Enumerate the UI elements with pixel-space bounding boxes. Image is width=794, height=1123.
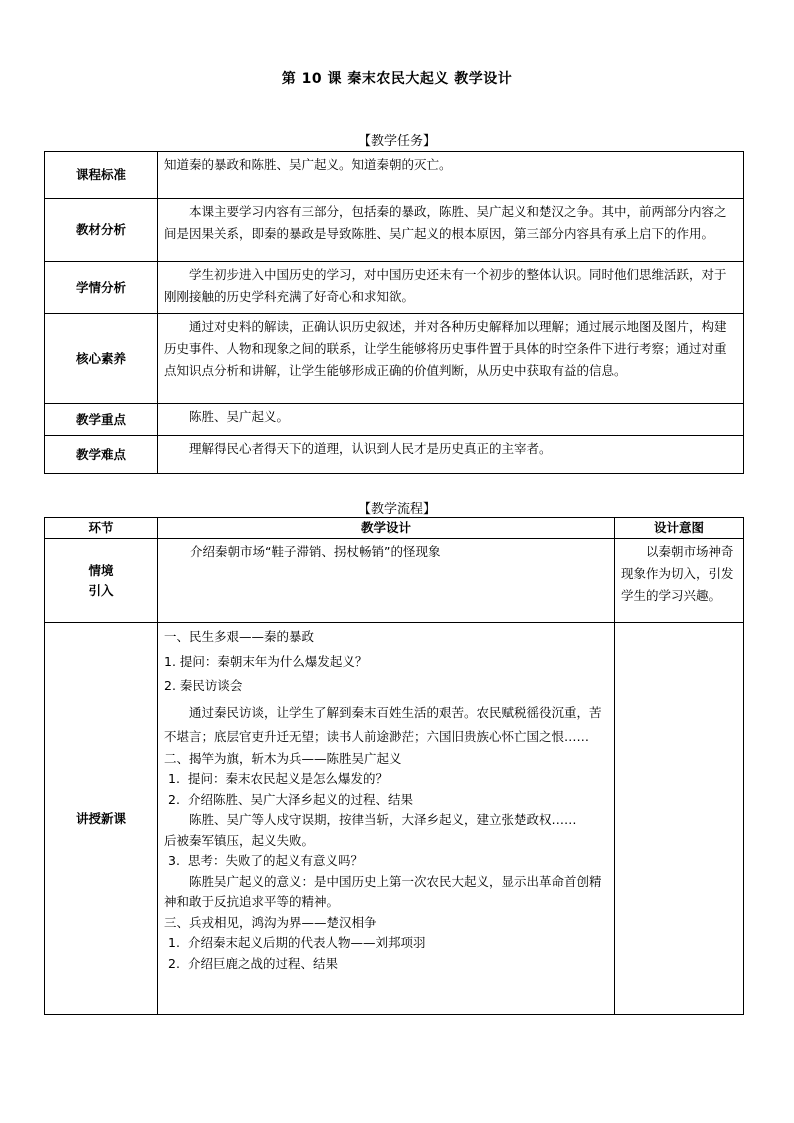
list-text: 提问：秦末农民起义是怎么爆发的？ xyxy=(188,771,389,786)
section-title: 三、兵戎相见，鸿沟为界——楚汉相争 xyxy=(164,914,377,930)
task-row-text: 理解得民心者得天下的道理，认识到人民才是历史真正的主宰者。 xyxy=(158,436,744,474)
flow-label-line: 情境 xyxy=(88,562,114,578)
task-row-text: 通过对史料的解读，正确认识历史叙述，并对各种历史解释加以理解；通过展示地图及图片，构建历史事件、人物和现象之间的联系，让学生能够将历史事件置于具体的时空条件下进行考察；通过对重点知识点分析和讲解，让学生能够形成正确的价值判断，从历史中获取有益的信息。 xyxy=(158,314,744,404)
flow-header-row xyxy=(45,518,744,539)
paragraph: 陈胜、吴广等人戍守误期，按律当斩，大泽乡起义，建立张楚政权…… xyxy=(189,812,577,827)
task-row-text: 陈胜、吴广起义。 xyxy=(158,404,744,436)
list-text: 思考：失败了的起义有意义吗？ xyxy=(188,853,364,868)
paragraph: 陈胜吴广起义的意义：是中国历史上第一次农民大起义，显示出革命首创精神和敢于反抗追求平等的精神。 xyxy=(164,873,602,909)
flow-row-intent: 以秦朝市场神奇现象作为切入，引发学生的学习兴趣。 xyxy=(615,539,744,623)
paragraph: 后被秦军镇压，起义失败。 xyxy=(164,832,315,848)
task-row-label: 学情分析 xyxy=(45,262,158,314)
flow-row-intent xyxy=(615,623,744,1015)
task-row-label: 教学重点 xyxy=(45,404,158,436)
list-number: 1. xyxy=(168,935,180,950)
list-number: 2. xyxy=(168,791,180,807)
flow-row-lecture xyxy=(45,623,744,1015)
list-number: 2. xyxy=(168,955,180,971)
task-section-heading: 【教学任务】 xyxy=(357,134,436,149)
task-row xyxy=(45,404,744,436)
flow-row-design: 介绍秦朝市场“鞋子滞销、拐杖畅销”的怪现象 xyxy=(158,539,615,623)
list-text: 介绍陈胜、吴广大泽乡起义的过程、结果 xyxy=(188,791,414,807)
list-item xyxy=(164,790,608,811)
flow-table xyxy=(44,517,744,1015)
section-title: 一、民生多艰——秦的暴政 xyxy=(164,629,315,644)
list-number: 1. xyxy=(168,771,180,786)
flow-row-label xyxy=(45,539,158,623)
list-item xyxy=(164,933,608,954)
list-item xyxy=(164,769,608,790)
task-table xyxy=(44,151,744,474)
task-row-text: 知道秦的暴政和陈胜、吴广起义。知道秦朝的灭亡。 xyxy=(158,152,744,199)
task-row xyxy=(45,436,744,474)
list-number: 3. xyxy=(168,853,180,868)
task-row xyxy=(45,314,744,404)
paragraph: 通过秦民访谈，让学生了解到秦末百姓生活的艰苦。农民赋税徭役沉重，苦不堪言；底层官吏升迁无望；读书人前途渺茫；六国旧贵族心怀亡国之恨…… xyxy=(164,704,602,744)
task-row-label: 教学难点 xyxy=(45,436,158,474)
page-title: 第 10 课 秦末农民大起义 教学设计 xyxy=(281,71,513,87)
flow-header-design: 教学设计 xyxy=(158,518,615,539)
flow-row-intro xyxy=(45,539,744,623)
task-row-text: 学生初步进入中国历史的学习，对中国历史还未有一个初步的整体认识。同时他们思维活跃，对于刚刚接触的历史学科充满了好奇心和求知欲。 xyxy=(158,262,744,314)
flow-header-intent: 设计意图 xyxy=(615,518,744,539)
task-row-label: 课程标准 xyxy=(45,152,158,199)
list-text: 介绍巨鹿之战的过程、结果 xyxy=(188,955,339,971)
list-item: 1. 提问：秦朝末年为什么爆发起义？ xyxy=(164,653,368,669)
list-item xyxy=(164,851,608,872)
section-title: 二、揭竿为旗，斩木为兵——陈胜吴广起义 xyxy=(164,750,402,766)
flow-row-label: 讲授新课 xyxy=(45,623,158,1015)
task-row-label: 教材分析 xyxy=(45,199,158,262)
list-item: 2. 秦民访谈会 xyxy=(164,678,243,693)
task-row-text: 本课主要学习内容有三部分，包括秦的暴政，陈胜、吴广起义和楚汉之争。其中，前两部分内容之间是因果关系，即秦的暴政是导致陈胜、吴广起义的根本原因，第三部分内容具有承上启下的作用。 xyxy=(158,199,744,262)
list-item xyxy=(164,954,608,975)
flow-row-design xyxy=(158,623,615,1015)
flow-section-heading: 【教学流程】 xyxy=(357,502,436,517)
flow-header-stage: 环节 xyxy=(45,518,158,539)
list-text: 介绍秦末起义后期的代表人物——刘邦项羽 xyxy=(188,935,426,950)
task-row xyxy=(45,199,744,262)
task-row xyxy=(45,262,744,314)
flow-label-line: 引入 xyxy=(88,582,114,598)
task-row-label: 核心素养 xyxy=(45,314,158,404)
task-row xyxy=(45,152,744,199)
